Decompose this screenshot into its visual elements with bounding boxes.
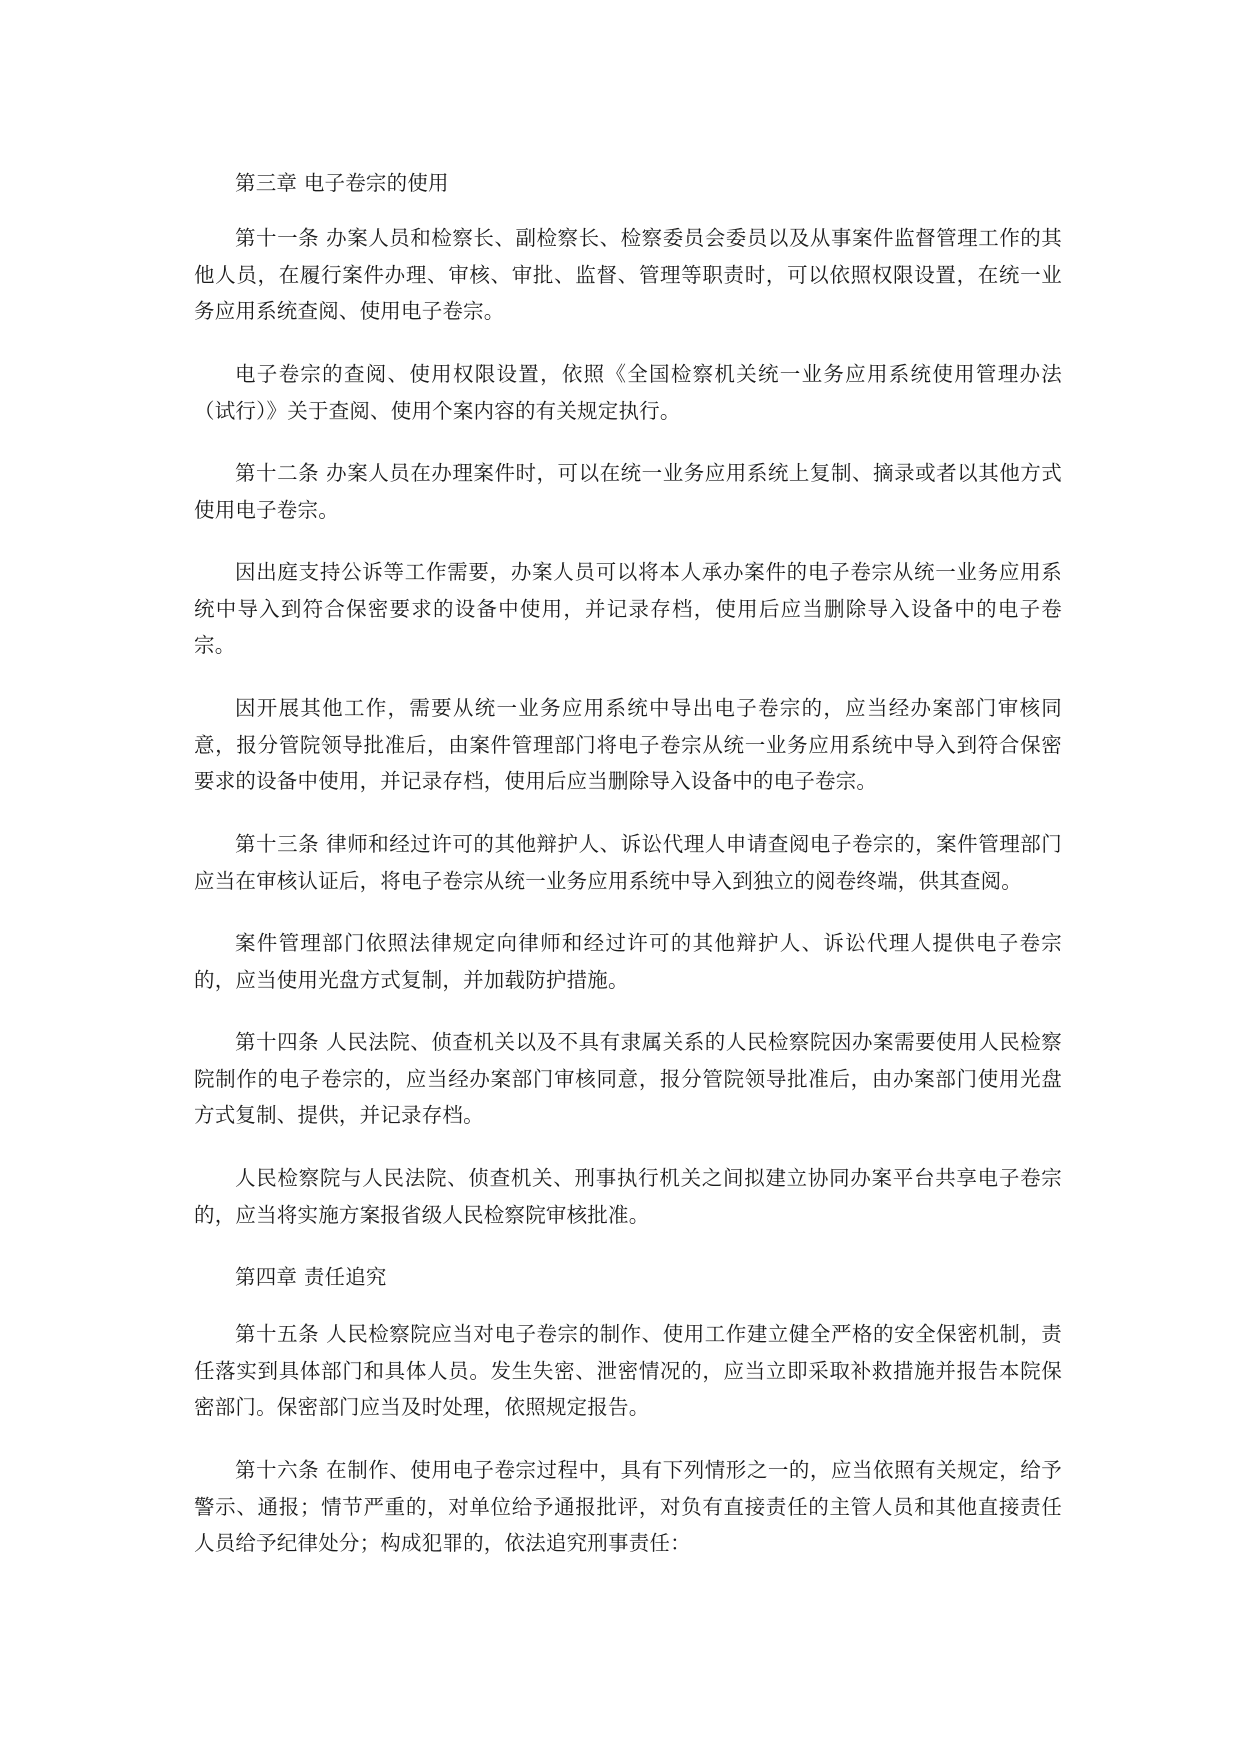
article-11-permission-paragraph: 电子卷宗的查阅、使用权限设置，依照《全国检察机关统一业务应用系统使用管理办法（试行）》关于查阅、使用个案内容的有关规定执行。 [194, 362, 1062, 423]
chapter-3-heading: 第三章 电子卷宗的使用 [235, 171, 449, 195]
article-12-paragraph: 第十二条 办案人员在办理案件时，可以在统一业务应用系统上复制、摘录或者以其他方式使用电子卷宗。 [194, 461, 1062, 522]
article-15-paragraph: 第十五条 人民检察院应当对电子卷宗的制作、使用工作建立健全严格的安全保密机制，责任落实到具体部门和具体人员。发生失密、泄密情况的，应当立即采取补救措施并报告本院保密部门。保密部门应当及时处理，依照规定报告。 [194, 1322, 1062, 1419]
article-14-paragraph: 第十四条 人民法院、侦查机关以及不具有隶属关系的人民检察院因办案需要使用人民检察院制作的电子卷宗的，应当经办案部门审核同意，报分管院领导批准后，由办案部门使用光盘方式复制、提供，并记录存档。 [194, 1030, 1062, 1127]
article-11-paragraph: 第十一条 办案人员和检察长、副检察长、检察委员会委员以及从事案件监督管理工作的其他人员，在履行案件办理、审核、审批、监督、管理等职责时，可以依照权限设置，在统一业务应用系统查阅、使用电子卷宗。 [194, 226, 1062, 323]
article-12-other-work-paragraph: 因开展其他工作，需要从统一业务应用系统中导出电子卷宗的，应当经办案部门审核同意，报分管院领导批准后，由案件管理部门将电子卷宗从统一业务应用系统中导入到符合保密要求的设备中使用，并记录存档，使用后应当删除导入设备中的电子卷宗。 [194, 696, 1062, 793]
article-13-paragraph: 第十三条 律师和经过许可的其他辩护人、诉讼代理人申请查阅电子卷宗的，案件管理部门应当在审核认证后，将电子卷宗从统一业务应用系统中导入到独立的阅卷终端，供其查阅。 [194, 832, 1062, 893]
article-14-platform-paragraph: 人民检察院与人民法院、侦查机关、刑事执行机关之间拟建立协同办案平台共享电子卷宗的，应当将实施方案报省级人民检察院审核批准。 [194, 1166, 1062, 1227]
article-12-export-paragraph: 因出庭支持公诉等工作需要，办案人员可以将本人承办案件的电子卷宗从统一业务应用系统中导入到符合保密要求的设备中使用，并记录存档，使用后应当删除导入设备中的电子卷宗。 [194, 560, 1062, 657]
article-16-paragraph: 第十六条 在制作、使用电子卷宗过程中，具有下列情形之一的，应当依照有关规定，给予警示、通报；情节严重的，对单位给予通报批评，对负有直接责任的主管人员和其他直接责任人员给予纪律处分；构成犯罪的，依法追究刑事责任： [194, 1458, 1062, 1555]
chapter-4-heading: 第四章 责任追究 [235, 1265, 387, 1289]
article-13-copy-paragraph: 案件管理部门依照法律规定向律师和经过许可的其他辩护人、诉讼代理人提供电子卷宗的，应当使用光盘方式复制，并加载防护措施。 [194, 931, 1062, 992]
